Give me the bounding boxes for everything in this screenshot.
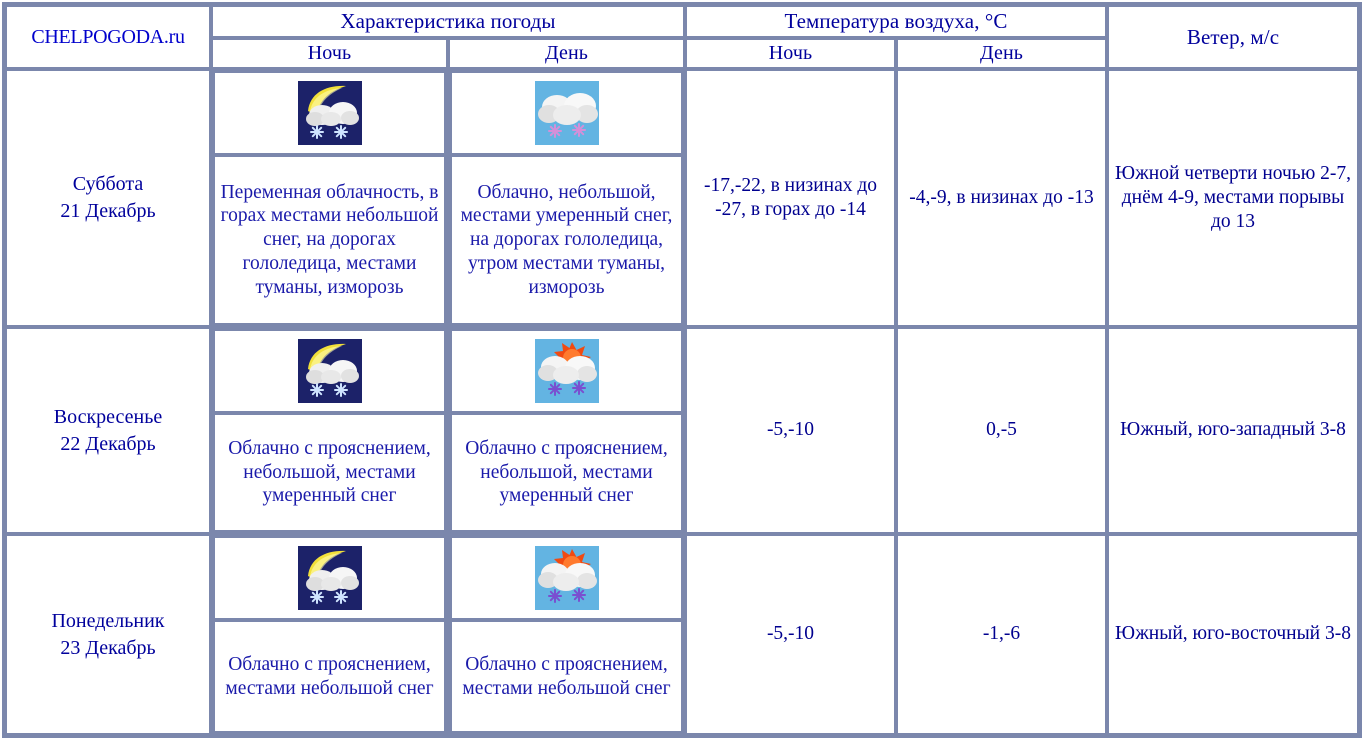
table-body — [5, 69, 1359, 735]
day-description: Облачно с прояснением, небольшой, местами умеренный снег — [450, 413, 683, 532]
weekday-name: Понедельник — [51, 609, 165, 632]
header-weather-day: День — [448, 38, 685, 69]
wind-value: Южный, юго-восточный 3-8 — [1107, 534, 1359, 735]
night-description: Облачно с прояснением, местами небольшой снег — [213, 620, 446, 733]
date-label: 21 Декабрь — [60, 199, 156, 222]
weather-forecast-table — [2, 2, 1362, 738]
night-description: Облачно с прояснением, небольшой, местами умеренный снег — [213, 413, 446, 532]
night-condition-cell — [211, 327, 448, 534]
header-weather-characteristics: Характеристика погоды — [211, 5, 685, 38]
table-header — [5, 5, 1359, 69]
night-icon-cell — [213, 71, 446, 155]
night-icon-cell — [213, 536, 446, 620]
header-air-temperature: Температура воздуха, °C — [685, 5, 1107, 38]
day-description: Облачно с прояснением, местами небольшой снег — [450, 620, 683, 733]
header-temp-night: Ночь — [685, 38, 896, 69]
night-description: Переменная облачность, в горах местами небольшой снег, на дорогах гололедица, местами туманы, изморозь — [213, 155, 446, 325]
date-label: 23 Декабрь — [60, 636, 156, 659]
row-day-label — [5, 534, 211, 735]
day-description: Облачно, небольшой, местами умеренный снег, на дорогах гололедица, утром местами туманы, изморозь — [450, 155, 683, 325]
header-weather-night: Ночь — [211, 38, 448, 69]
day-condition-cell — [448, 327, 685, 534]
weather-forecast-page — [0, 2, 1364, 742]
night-icon-cell — [213, 329, 446, 413]
table-row — [5, 69, 1359, 327]
row-day-label — [5, 69, 211, 327]
temp-day-value: -1,-6 — [896, 534, 1107, 735]
temp-night-value: -5,-10 — [685, 534, 896, 735]
day-icon-cell — [450, 329, 683, 413]
temp-night-value: -5,-10 — [685, 327, 896, 534]
row-day-label — [5, 327, 211, 534]
day-condition-cell — [448, 69, 685, 327]
temp-night-value: -17,-22, в низинах до -27, в горах до -14 — [685, 69, 896, 327]
day-condition-cell — [448, 534, 685, 735]
wind-value: Южной четверти ночью 2-7, днём 4-9, местами порывы до 13 — [1107, 69, 1359, 327]
night-condition-cell — [211, 534, 448, 735]
night-moon-clouds-snow-icon — [298, 546, 362, 610]
day-icon-cell — [450, 71, 683, 155]
day-sun-clouds-snow-icon — [535, 546, 599, 610]
header-wind: Ветер, м/с — [1107, 5, 1359, 69]
night-condition-cell — [211, 69, 448, 327]
day-icon-cell — [450, 536, 683, 620]
table-row — [5, 327, 1359, 534]
header-row-groups — [5, 5, 1359, 38]
site-logo: CHELPOGODA.ru — [5, 5, 211, 69]
table-row — [5, 534, 1359, 735]
day-clouds-snow-icon — [535, 81, 599, 145]
weekday-name: Суббота — [72, 172, 144, 195]
night-moon-clouds-snow-icon — [298, 81, 362, 145]
day-sun-clouds-snow-icon — [535, 339, 599, 403]
wind-value: Южный, юго-западный 3-8 — [1107, 327, 1359, 534]
night-moon-clouds-snow-icon — [298, 339, 362, 403]
weekday-name: Воскресенье — [53, 405, 163, 428]
temp-day-value: -4,-9, в низинах до -13 — [896, 69, 1107, 327]
date-label: 22 Декабрь — [60, 432, 156, 455]
temp-day-value: 0,-5 — [896, 327, 1107, 534]
header-temp-day: День — [896, 38, 1107, 69]
